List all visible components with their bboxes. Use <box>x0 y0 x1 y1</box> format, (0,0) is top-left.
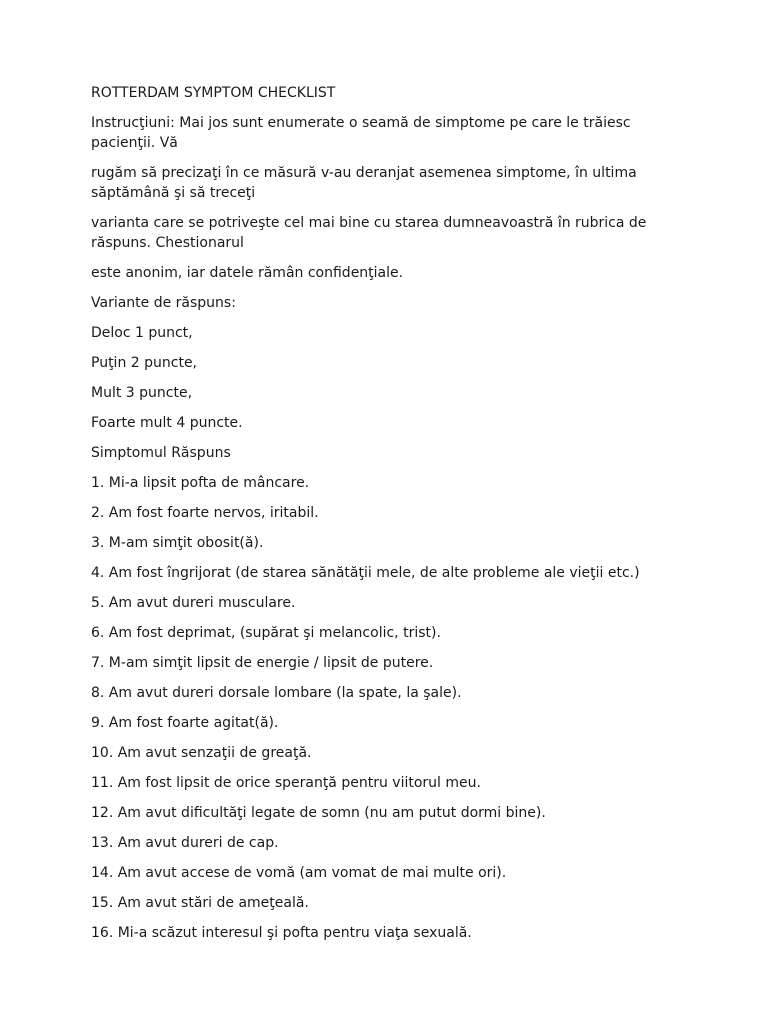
option-deloc: Deloc 1 punct, <box>91 325 193 341</box>
document-title: ROTTERDAM SYMPTOM CHECKLIST <box>91 85 336 101</box>
symptom-item: 12. Am avut dificultăţi legate de somn (nu am putut dormi bine). <box>91 805 546 821</box>
symptom-item: 8. Am avut dureri dorsale lombare (la spate, la şale). <box>91 685 462 701</box>
symptom-item: 13. Am avut dureri de cap. <box>91 835 279 851</box>
symptom-item: 9. Am fost foarte agitat(ă). <box>91 715 279 731</box>
instructions-paragraph-2: rugăm să precizaţi în ce măsură v-au deranjat asemenea simptome, în ultima săptămână şi să treceţi <box>91 165 637 201</box>
instructions-paragraph-1: Instrucţiuni: Mai jos sunt enumerate o seamă de simptome pe care le trăiesc pacienţii. Vă <box>91 115 631 151</box>
symptom-item: 16. Mi-a scăzut interesul şi pofta pentru viaţa sexuală. <box>91 925 472 941</box>
instructions-paragraph-3: varianta care se potriveşte cel mai bine cu starea dumneavoastră în rubrica de răspuns. Chestionarul <box>91 215 647 251</box>
symptom-item: 2. Am fost foarte nervos, iritabil. <box>91 505 319 521</box>
options-heading: Variante de răspuns: <box>91 295 236 311</box>
option-putin: Puţin 2 puncte, <box>91 355 198 371</box>
symptom-item: 1. Mi-a lipsit pofta de mâncare. <box>91 475 310 491</box>
symptom-table-header: Simptomul Răspuns <box>91 445 231 461</box>
symptom-item: 4. Am fost îngrijorat (de starea sănătăţii mele, de alte probleme ale vieţii etc.) <box>91 565 640 581</box>
symptom-item: 14. Am avut accese de vomă (am vomat de mai multe ori). <box>91 865 507 881</box>
symptom-item: 11. Am fost lipsit de orice speranţă pentru viitorul meu. <box>91 775 481 791</box>
symptom-item: 7. M-am simţit lipsit de energie / lipsit de putere. <box>91 655 434 671</box>
option-mult: Mult 3 puncte, <box>91 385 193 401</box>
symptom-list <box>91 473 691 943</box>
instructions-paragraph-4: este anonim, iar datele rămân confidenţiale. <box>91 265 404 281</box>
option-foarte-mult: Foarte mult 4 puncte. <box>91 415 243 431</box>
symptom-item: 6. Am fost deprimat, (supărat şi melancolic, trist). <box>91 625 441 641</box>
document-body <box>91 83 691 953</box>
symptom-item: 3. M-am simţit obosit(ă). <box>91 535 264 551</box>
symptom-item: 10. Am avut senzaţii de greaţă. <box>91 745 312 761</box>
symptom-item: 15. Am avut stări de ameţeală. <box>91 895 309 911</box>
symptom-item: 5. Am avut dureri musculare. <box>91 595 296 611</box>
